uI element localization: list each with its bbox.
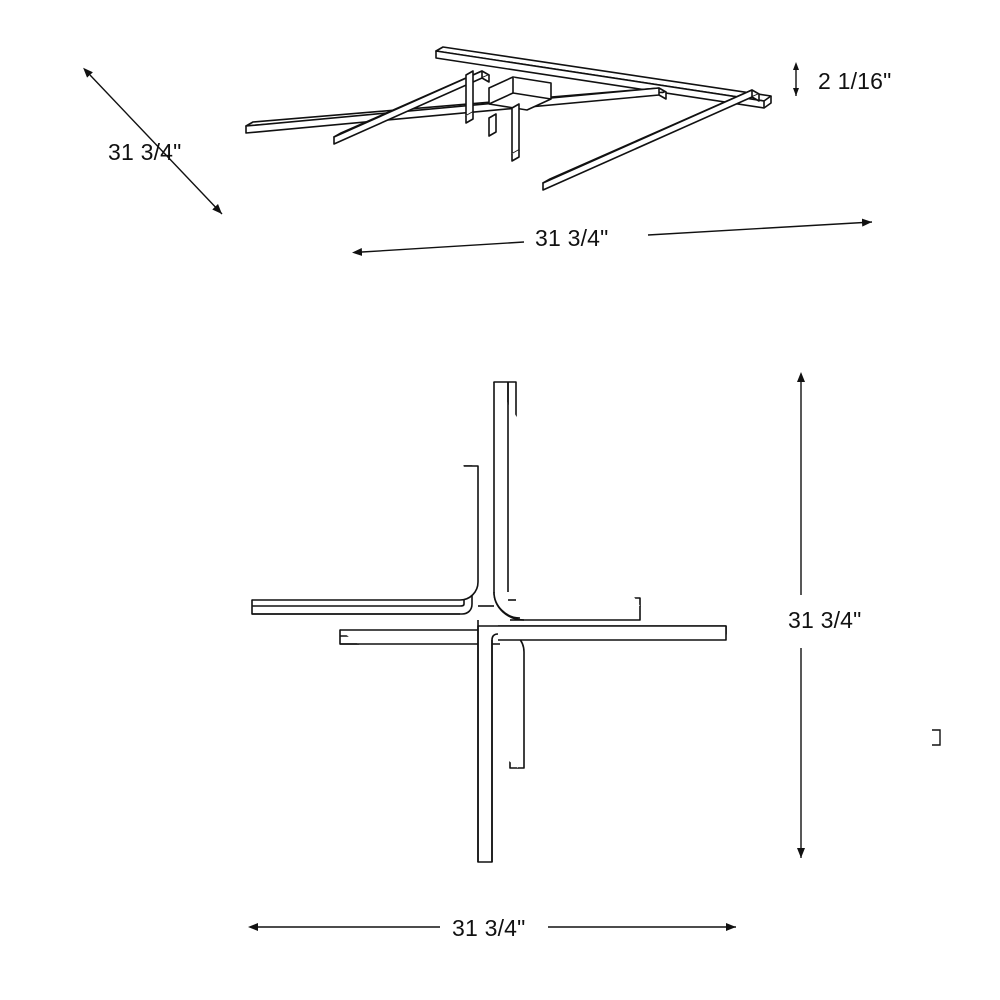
iso-width-dimension-label: 31 3/4" [535, 225, 609, 251]
plan-fixture-drawing [252, 382, 726, 862]
corner-bracket-mark [932, 730, 940, 745]
plan-width-dimension-label: 31 3/4" [452, 915, 526, 941]
iso-height-dimension-label: 2 1/16" [818, 68, 892, 94]
iso-depth-dimension-label: 31 3/4" [108, 139, 182, 165]
isometric-fixture-drawing [246, 47, 771, 190]
iso-width-dimension-arrow [362, 222, 872, 252]
plan-height-dimension-label: 31 3/4" [788, 607, 862, 633]
